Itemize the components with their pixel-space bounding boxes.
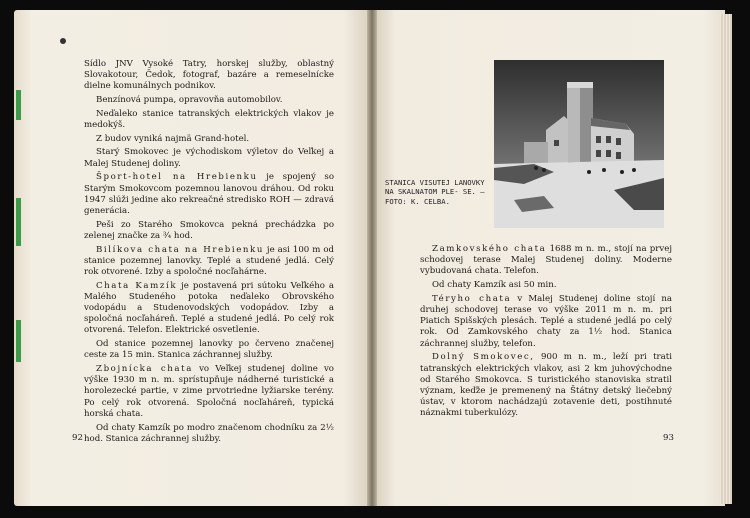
paragraph-text: je postavená pri sútoku Veľkého a Malého Studeného potoka neďaleko Obrovského vodopádu a Studenovodských vodopádov. Izby a spoločná nocľaháreň. Teplé a studené jedlá. Po celý rok otvorená. Telefon. Elektrické osvetlenie. xyxy=(84,280,334,336)
spaced-name: Bilíkova chata na Hrebienku xyxy=(96,244,264,255)
paragraph: Peši zo Starého Smokovca pekná prechádzka po zelenej značke za ¾ hod. xyxy=(84,219,334,241)
paragraph: Z budov vyniká najmä Grand-hotel. xyxy=(96,133,250,144)
paragraph-text: je spojený so Starým Smokovcom pozemnou lanovou dráhou. Od roku 1947 slúži jedine ako rekreačné stredisko ROH — zdravá generácia. xyxy=(84,172,334,216)
green-tab xyxy=(16,198,21,246)
photo-cable-car-station xyxy=(494,60,664,228)
right-page-text xyxy=(420,244,672,422)
paragraph: Benzínová pumpa, opravovňa automobilov. xyxy=(96,95,283,106)
paragraph xyxy=(420,352,672,419)
page-number-left: 92 xyxy=(72,433,83,443)
paragraph-text: vo Veľkej studenej doline vo výške 1930 m n. m. sprístupňuje nádherné turistické a horolezecké partie, v zime prvotriedne lyžiarske terény. Po celý rok otvorená. Spoločná nocľaháreň, typická horská chata. xyxy=(84,364,334,419)
left-page-text xyxy=(84,59,334,448)
paragraph: Sídlo JNV Vysoké Tatry, horskej služby, oblastný Slovakotour, Čedok, fotograf, bazáre a remeselnícke dielne komunálnych podnikov. xyxy=(84,59,334,92)
spaced-name: Zamkovského chata xyxy=(432,244,547,254)
spaced-name: Dolný Smokovec, xyxy=(432,352,535,363)
spaced-name: Zbojnícka chata xyxy=(96,364,193,375)
green-tab xyxy=(16,320,21,362)
green-tab xyxy=(16,90,21,120)
paragraph-text: 900 m n. m., leží pri trati tatranských elektrických vlakov, asi 2 km juhovýchodne od Starého Smokovca. S turistického stanoviska stratil význam, keďže je premenený na Štátny detský liečebný ústav, v ktorom nachádzajú zotavenie deti, postihnuté náznakmi tuberkulózy. xyxy=(420,352,672,419)
paragraph xyxy=(84,245,334,279)
ink-dot xyxy=(60,38,66,44)
paragraph xyxy=(420,294,672,350)
spaced-name: Šport-hotel na Hrebienku xyxy=(96,172,258,183)
paragraph-text: je asi 100 m od stanice pozemnej lanovky. Teplé a studené jedlá. Celý rok otvorené. Izby a spoločné nocľahárne. xyxy=(84,244,334,277)
paragraph xyxy=(84,172,334,217)
paragraph: Od chaty Kamzík po modro značenom chodníku za 2½ hod. Stanica záchrannej služby. xyxy=(84,422,334,444)
page-number-right: 93 xyxy=(663,433,674,443)
paragraph xyxy=(84,281,334,337)
paragraph: Od chaty Kamzík asi 50 min. xyxy=(432,280,557,291)
paragraph: Starý Smokovec je východiskom výletov do Veľkej a Malej Studenej doliny. xyxy=(84,147,334,169)
paragraph xyxy=(420,244,672,278)
photo-image xyxy=(494,60,664,228)
page-edges xyxy=(720,14,732,504)
book-gutter xyxy=(367,10,377,506)
spaced-name: Téryho chata xyxy=(432,293,512,304)
paragraph xyxy=(84,364,334,420)
photo-caption: STANICA VISUTEJ LANOVKY NA SKALNATOM PLE- SE. — FOTO: K. CELBA. xyxy=(385,178,485,206)
paragraph: Od stanice pozemnej lanovky po červeno značenej ceste za 15 min. Stanica záchrannej služby. xyxy=(84,339,334,361)
spaced-name: Chata Kamzík xyxy=(96,280,178,291)
paragraph: Neďaleko stanice tatranských elektrických vlakov je medokýš. xyxy=(84,108,334,131)
paragraph-text: v Malej Studenej doline stojí na druhej schodovej terase vo výške 2011 m n. m. pri Piatich Spišských plesách. Teplé a studené jedlá po celý rok. Od Zamkovského chaty za 1½ hod. Stanica záchrannej služby, telefon. xyxy=(420,293,672,349)
paragraph-text: 1688 m n. m., stojí na prvej schodovej terase Malej Studenej doliny. Moderne vybudovaná chata. Telefon. xyxy=(420,244,673,277)
